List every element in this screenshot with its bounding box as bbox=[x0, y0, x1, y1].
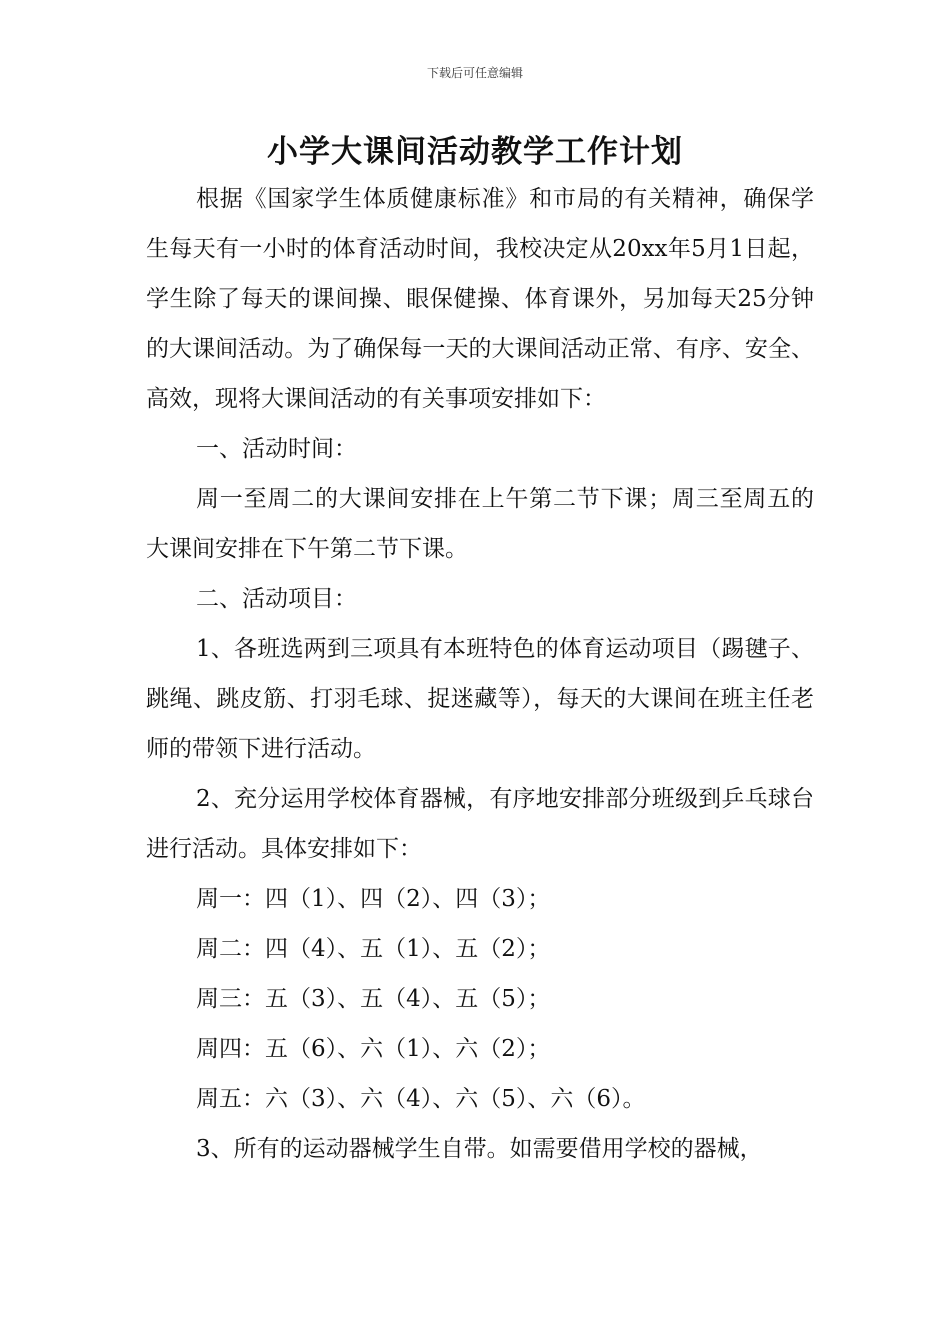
intro-paragraph: 根据《国家学生体质健康标准》和市局的有关精神，确保学生每天有一小时的体育活动时间，我校决定从20xx年5月1日起，学生除了每天的课间操、眼保健操、体育课外，另加每天25分钟的大课间活动。为了确保每一天的大课间活动正常、有序、安全、高效，现将大课间活动的有关事项安排如下： bbox=[146, 186, 814, 412]
document-title: 小学大课间活动教学工作计划 bbox=[267, 134, 683, 170]
header-note: 下载后可任意编辑 bbox=[426, 66, 523, 80]
section-heading-activity-items: 二、活动项目： bbox=[196, 586, 357, 612]
section-heading-activity-time: 一、活动时间： bbox=[196, 436, 357, 462]
item-3-paragraph: 3、所有的运动器械学生自带。如需要借用学校的器械， bbox=[196, 1136, 763, 1162]
item-2-paragraph: 2、充分运用学校体育器械，有序地安排部分班级到乒乓球台进行活动。具体安排如下： bbox=[146, 786, 814, 862]
item-1-paragraph: 1、各班选两到三项具有本班特色的体育运动项目（踢毽子、跳绳、跳皮筋、打羽毛球、捉迷藏等），每天的大课间在班主任老师的带领下进行活动。 bbox=[146, 636, 814, 762]
schedule-monday: 周一：四（1）、四（2）、四（3）； bbox=[196, 886, 551, 912]
schedule-tuesday: 周二：四（4）、五（1）、五（2）； bbox=[196, 936, 551, 962]
schedule-friday: 周五：六（3）、六（4）、六（5）、六（6）。 bbox=[196, 1086, 646, 1112]
document-body bbox=[146, 174, 814, 1174]
activity-time-paragraph: 周一至周二的大课间安排在上午第二节下课；周三至周五的大课间安排在下午第二节下课。 bbox=[146, 486, 814, 562]
schedule-wednesday: 周三：五（3）、五（4）、五（5）； bbox=[196, 986, 551, 1012]
schedule-thursday: 周四：五（6）、六（1）、六（2）； bbox=[196, 1036, 551, 1062]
